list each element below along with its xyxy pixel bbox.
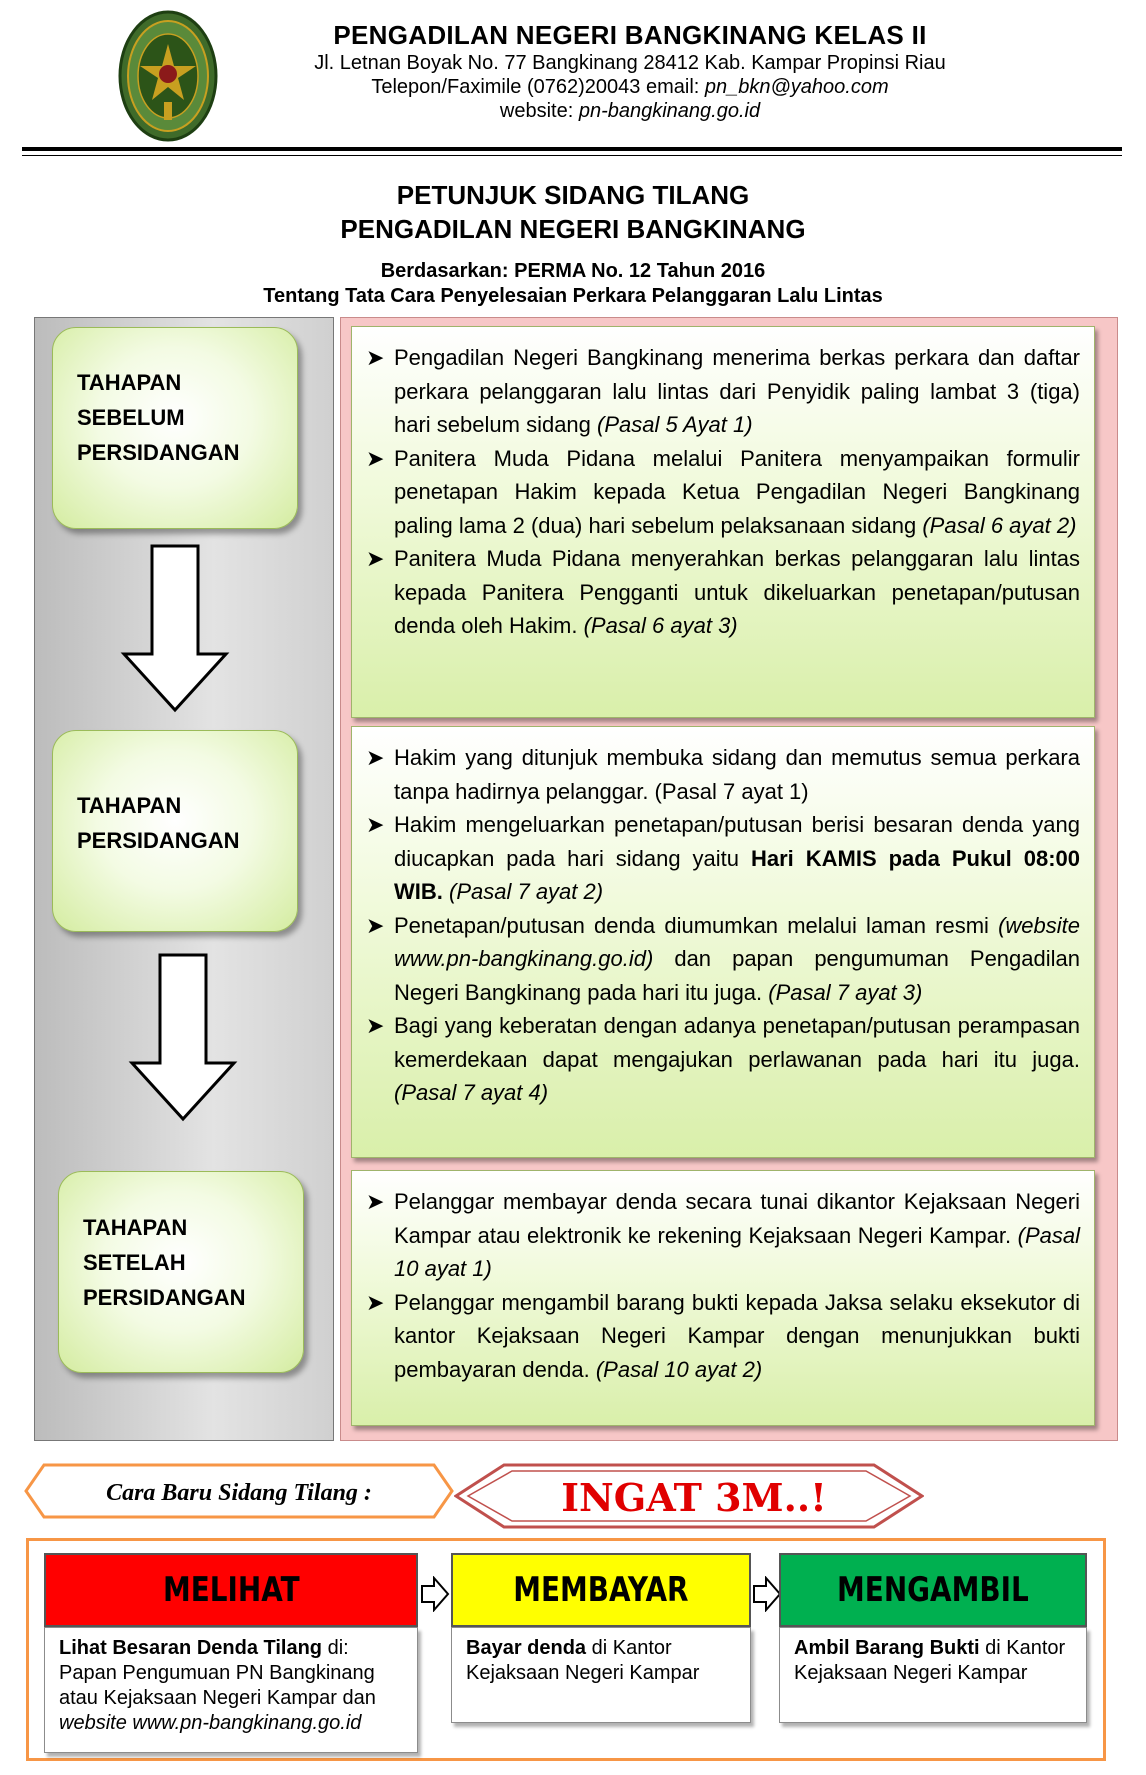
list-item: ➤ Hakim yang ditunjuk membuka sidang dan memutus semua perkara tanpa hadirnya pelanggar. (Pasal 7 ayat 1) [366, 741, 1080, 808]
arrow-bullet-icon: ➤ [366, 912, 385, 938]
stage-box-after [58, 1171, 304, 1373]
stage-box-before [52, 327, 298, 529]
procedure-column [340, 317, 1118, 1441]
mengambil-desc: Ambil Barang Bukti di Kantor Kejaksaan Negeri Kampar [779, 1627, 1087, 1723]
panel-before [351, 326, 1095, 718]
arrow-bullet-icon: ➤ [366, 1013, 385, 1038]
court-name: PENGADILAN NEGERI BANGKINANG KELAS II [333, 20, 927, 50]
arrow-bullet-icon: ➤ [366, 745, 385, 770]
stage-label-before: TAHAPAN SEBELUM PERSIDANGAN [77, 370, 240, 465]
cara-banner [24, 1463, 454, 1519]
website-prefix: website: [499, 100, 579, 122]
mengambil-header: MENGAMBIL [779, 1553, 1087, 1627]
arrow-bullet-icon: ➤ [366, 1289, 385, 1315]
email-link[interactable]: pn_bkn@yahoo.com [704, 76, 889, 98]
arrow-bullet-icon: ➤ [366, 812, 385, 837]
melihat-header: MELIHAT [44, 1553, 418, 1627]
regulation-subject: Tentang Tata Cara Penyelesaian Perkara Pelanggaran Lalu Lintas [263, 285, 883, 307]
panel-after [351, 1170, 1095, 1426]
right-arrow-icon [752, 1576, 782, 1612]
cara-text: Cara Baru Sidang Tilang : [106, 1480, 372, 1506]
court-website [230, 100, 1030, 123]
legal-basis: Berdasarkan: PERMA No. 12 Tahun 2016 [380, 260, 766, 282]
list-item: ➤ Pelanggar mengambil barang bukti kepada Jaksa selaku eksekutor di kantor Kejaksaan Negeri Kampar dengan menunjukkan bukti pembayaran denda. (Pasal 10 ayat 2) [366, 1286, 1080, 1387]
membayar-desc: Bayar denda di Kantor Kejaksaan Negeri Kampar [451, 1627, 751, 1723]
document-title-line1: PETUNJUK SIDANG TILANG [396, 180, 750, 210]
stage-label-during: TAHAPAN PERSIDANGAN [77, 793, 240, 853]
list-item: ➤ Penetapan/putusan denda diumumkan melalui laman resmi (website www.pn-bangkinang.go.id) dan papan pengumuman Pengadilan Negeri Bangkinang pada hari itu juga. (Pasal 7 ayat 3) [366, 909, 1080, 1010]
arrow-bullet-icon: ➤ [366, 546, 385, 571]
list-item: ➤ Panitera Muda Pidana menyerahkan berkas pelanggaran lalu lintas kepada Panitera Pengganti untuk dikeluarkan penetapan/putusan denda oleh Hakim. (Pasal 6 ayat 3) [366, 542, 1080, 643]
right-arrow-icon [420, 1576, 450, 1612]
list-item: ➤ Pengadilan Negeri Bangkinang menerima berkas perkara dan daftar perkara pelanggaran lalu lintas dari Penyidik paling lambat 3 (tiga) hari sebelum sidang (Pasal 5 Ayat 1) [366, 341, 1080, 442]
melihat-desc: Lihat Besaran Denda Tilang di: Papan Pengumuan PN Bangkinang atau Kejaksaan Negeri Kampar dan website www.pn-bangkinang.go.id [44, 1627, 418, 1753]
list-item: ➤ Panitera Muda Pidana melalui Panitera menyampaikan formulir penetapan Hakim kepada Ketua Pengadilan Negeri Bangkinang paling lama 2 (dua) hari sebelum pelaksanaan sidang (Pasal 6 ayat 2) [366, 442, 1080, 543]
ingat-text: INGAT 3M..! [561, 1475, 827, 1520]
panel-during [351, 726, 1095, 1158]
letterhead-rule-thin [22, 155, 1122, 156]
list-during [366, 741, 1080, 1110]
court-address: Jl. Letnan Boyak No. 77 Bangkinang 28412 Kab. Kampar Propinsi Riau [314, 52, 946, 74]
court-contact [230, 76, 1030, 99]
document-title-line2: PENGADILAN NEGERI BANGKINANG [340, 214, 806, 244]
stage-label-after: TAHAPAN SETELAH PERSIDANGAN [83, 1215, 246, 1310]
down-arrow-icon [128, 953, 238, 1123]
website-link[interactable]: pn-bangkinang.go.id [578, 100, 761, 122]
arrow-bullet-icon: ➤ [366, 345, 385, 370]
phone-text: Telepon/Faximile (0762)20043 email: [371, 76, 705, 98]
list-before [366, 341, 1080, 643]
ingat-banner [454, 1463, 924, 1529]
arrow-bullet-icon: ➤ [366, 1189, 385, 1214]
list-item: ➤ Bagi yang keberatan dengan adanya penetapan/putusan perampasan kemerdekaan dapat mengajukan perlawanan pada hari itu juga. (Pasal 7 ayat 4) [366, 1009, 1080, 1110]
list-after [366, 1185, 1080, 1386]
down-arrow-icon [120, 544, 230, 714]
stage-box-during [52, 730, 298, 932]
list-item: ➤ Pelanggar membayar denda secara tunai dikantor Kejaksaan Negeri Kampar atau elektronik ke rekening Kejaksaan Negeri Kampar. (Pasal 10 ayat 1) [366, 1185, 1080, 1286]
membayar-header: MEMBAYAR [451, 1553, 751, 1627]
list-item: ➤ Hakim mengeluarkan penetapan/putusan berisi besaran denda yang diucapkan pada hari sidang yaitu Hari KAMIS pada Pukul 08:00 WIB. (Pasal 7 ayat 2) [366, 808, 1080, 909]
arrow-bullet-icon: ➤ [366, 445, 385, 471]
letterhead-rule-thick [22, 147, 1122, 151]
court-logo [118, 10, 218, 142]
